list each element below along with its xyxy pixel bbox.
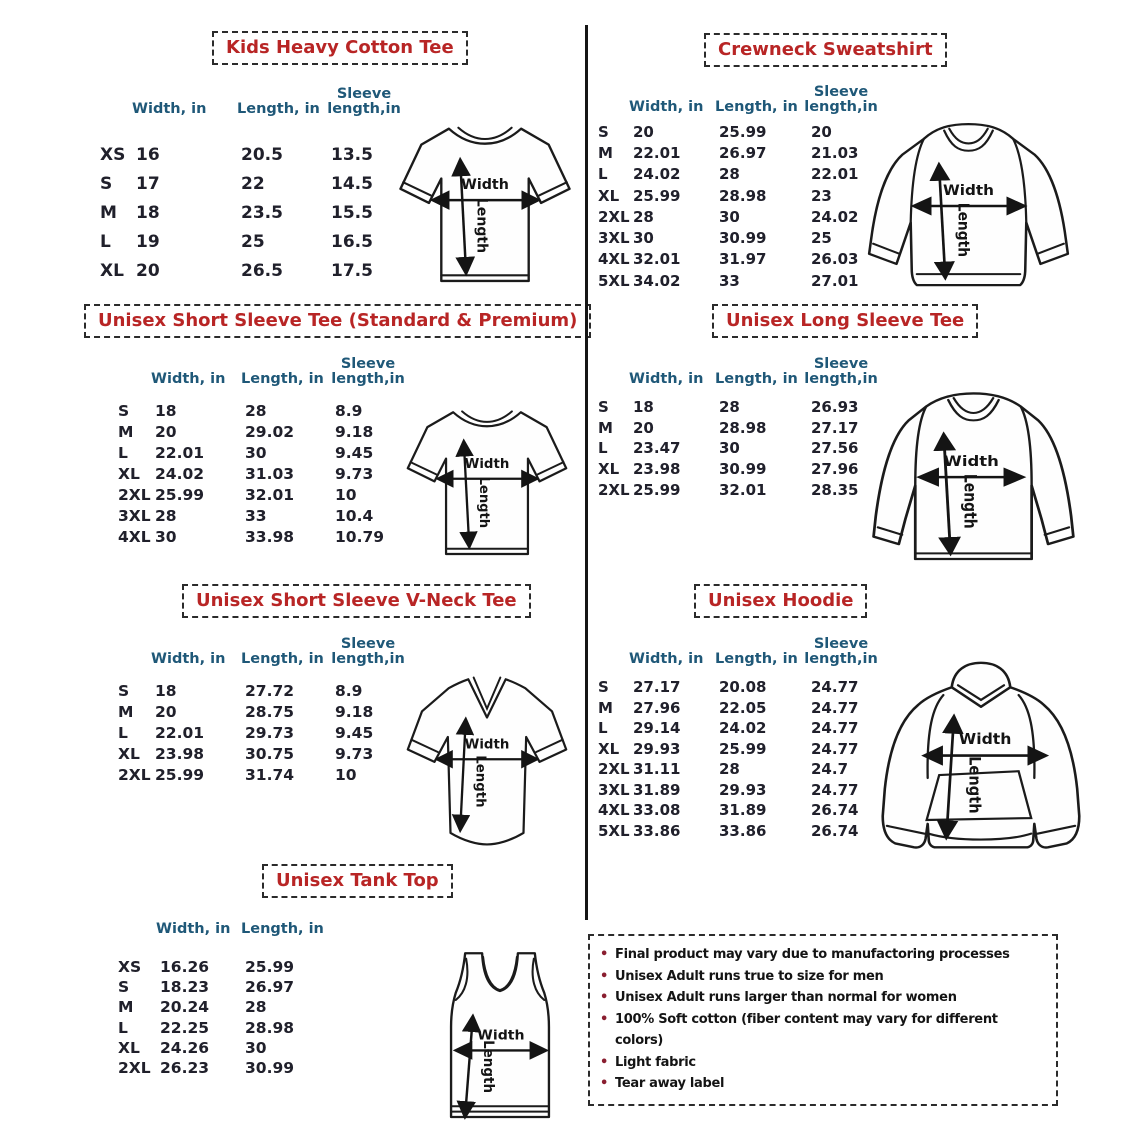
size-row: [598, 227, 891, 248]
cell-width: 24.02: [155, 464, 205, 483]
size-label: S: [118, 978, 130, 997]
cell-width: 18: [136, 202, 160, 223]
size-label: XS: [118, 958, 142, 977]
size-row: [118, 463, 421, 484]
cell-sleeve: 24.77: [811, 698, 859, 717]
cell-length: 31.97: [719, 250, 767, 269]
long-sleeve-tee-illustration: [856, 386, 1092, 572]
column-header: Sleeve length,in: [804, 355, 878, 388]
note-text: 100% Soft cotton (fiber content may vary for different colors): [615, 1011, 998, 1048]
column-header: Sleeve length,in: [804, 83, 878, 116]
cell-width: 25.99: [155, 485, 205, 504]
cell-sleeve: 9.45: [335, 723, 374, 742]
size-label: M: [598, 418, 613, 437]
cell-width: 32.01: [633, 250, 681, 269]
size-row: [118, 442, 421, 463]
note-item: [600, 1009, 1046, 1052]
note-text: Light fabric: [615, 1054, 696, 1070]
cell-width: 20: [633, 122, 654, 141]
vneck-tee-illustration: [398, 666, 576, 848]
size-row: [598, 459, 891, 480]
cell-width: 20: [136, 260, 160, 281]
cell-length: 30.99: [719, 229, 767, 248]
size-label: 4XL: [118, 527, 151, 546]
size-label: XL: [598, 460, 620, 479]
length-arrow-label: Length: [960, 473, 980, 529]
cell-width: 33.86: [633, 821, 681, 840]
cell-width: 20: [155, 702, 177, 721]
size-label: L: [118, 443, 128, 462]
cell-length: 28: [719, 398, 740, 417]
column-header: Width, in: [132, 101, 207, 118]
cell-length: 29.73: [245, 723, 295, 742]
size-label: S: [598, 678, 609, 697]
cell-width: 29.14: [633, 719, 681, 738]
size-row: [118, 680, 421, 701]
table-header-row: [118, 898, 340, 938]
size-table-unisex-long-sleeve-tee: [598, 348, 891, 500]
cell-width: 33.08: [633, 801, 681, 820]
cell-length: 20.5: [241, 144, 283, 165]
cell-width: 30: [155, 527, 177, 546]
section-title-unisex-short-sleeve-tee: Unisex Short Sleeve Tee (Standard & Premium): [84, 304, 591, 338]
cell-width: 19: [136, 231, 160, 252]
cell-length: 33: [245, 506, 267, 525]
size-label: S: [118, 681, 130, 700]
table-header-row: [100, 78, 417, 118]
table-header-row: [598, 76, 891, 116]
size-label: 3XL: [598, 780, 630, 799]
cell-width: 18: [155, 401, 177, 420]
note-text: Tear away label: [615, 1076, 725, 1091]
size-row: [598, 206, 891, 227]
size-label: S: [598, 398, 609, 417]
size-label: L: [598, 165, 608, 184]
size-row: [598, 418, 891, 439]
cell-sleeve: 21.03: [811, 143, 859, 162]
cell-length: 28: [719, 165, 740, 184]
cell-sleeve: 27.96: [811, 460, 859, 479]
bullet-icon: •: [600, 1011, 609, 1027]
column-header: Length, in: [715, 99, 798, 116]
cell-length: 27.72: [245, 681, 295, 700]
size-row: [118, 997, 340, 1017]
size-label: 2XL: [118, 485, 151, 504]
cell-length: 28.98: [719, 418, 767, 437]
width-arrow-label: Width: [461, 176, 509, 193]
size-label: XL: [100, 260, 124, 281]
size-table-unisex-tank-top: [118, 898, 340, 1078]
section-title-unisex-tank-top: Unisex Tank Top: [262, 864, 453, 898]
size-row: [598, 249, 891, 270]
cell-length: 28: [245, 401, 267, 420]
cell-length: 23.5: [241, 202, 283, 223]
cell-length: 28.75: [245, 702, 295, 721]
cell-length: 29.02: [245, 422, 295, 441]
cell-sleeve: 27.17: [811, 418, 859, 437]
cell-width: 20.24: [160, 998, 210, 1017]
size-row: [598, 438, 891, 459]
cell-length: 30.75: [245, 744, 295, 763]
section-title-kids-heavy-cotton-tee: Kids Heavy Cotton Tee: [212, 31, 468, 65]
cell-sleeve: 9.73: [335, 464, 374, 483]
size-row: [118, 400, 421, 421]
column-divider-line: [585, 25, 588, 920]
column-header: Width, in: [151, 371, 226, 388]
size-row: [100, 198, 417, 227]
cell-sleeve: 9.45: [335, 443, 374, 462]
cell-width: 22.01: [633, 143, 681, 162]
cell-width: 23.98: [633, 460, 681, 479]
cell-width: 24.02: [633, 165, 681, 184]
cell-width: 31.89: [633, 780, 681, 799]
cell-length: 28: [245, 998, 267, 1017]
size-row: [598, 270, 891, 291]
cell-width: 26.23: [160, 1059, 210, 1078]
size-row: [598, 759, 891, 780]
cell-sleeve: 25: [811, 229, 832, 248]
column-header: Sleeve length,in: [331, 355, 405, 388]
cell-length: 25: [241, 231, 265, 252]
length-arrow-label: Length: [954, 202, 971, 258]
size-row: [598, 780, 891, 801]
size-row: [598, 800, 891, 821]
cell-sleeve: 10: [335, 765, 357, 784]
size-label: XL: [118, 744, 140, 763]
sweatshirt-illustration: [860, 114, 1078, 298]
cell-length: 33: [719, 271, 740, 290]
size-row: [118, 505, 421, 526]
cell-width: 25.99: [633, 186, 681, 205]
size-row: [598, 142, 891, 163]
cell-length: 32.01: [245, 485, 295, 504]
cell-length: 33.98: [245, 527, 295, 546]
size-label: M: [118, 422, 134, 441]
tank-top-illustration: [420, 946, 580, 1126]
size-label: XL: [118, 1038, 140, 1057]
column-header: Length, in: [241, 371, 324, 388]
size-label: 2XL: [598, 480, 630, 499]
cell-width: 22.25: [160, 1018, 210, 1037]
cell-sleeve: 9.18: [335, 422, 374, 441]
cell-length: 31.03: [245, 464, 295, 483]
column-header: Length, in: [241, 921, 324, 938]
size-label: L: [100, 231, 111, 252]
width-arrow-label: Width: [943, 183, 994, 199]
cell-width: 23.47: [633, 439, 681, 458]
cell-length: 26.5: [241, 260, 283, 281]
cell-sleeve: 8.9: [335, 401, 363, 420]
size-label: L: [118, 1018, 128, 1037]
size-label: L: [118, 723, 128, 742]
bullet-icon: •: [600, 990, 609, 1005]
length-arrow-label: Length: [473, 197, 490, 254]
cell-length: 28.98: [245, 1018, 295, 1037]
cell-sleeve: 10.4: [335, 506, 374, 525]
bullet-icon: •: [600, 968, 609, 984]
length-arrow-label: Length: [965, 756, 984, 814]
column-header: Sleeve length,in: [331, 635, 405, 668]
section-title-crewneck-sweatshirt: Crewneck Sweatshirt: [704, 33, 947, 67]
cell-width: 29.93: [633, 739, 681, 758]
note-item: [600, 966, 1046, 988]
cell-sleeve: 10.79: [335, 527, 385, 546]
cell-length: 26.97: [245, 978, 295, 997]
size-row: [118, 1018, 340, 1038]
size-label: M: [118, 702, 134, 721]
cell-width: 18: [155, 681, 177, 700]
note-text: Final product may vary due to manufactoring processes: [615, 947, 1010, 962]
cell-width: 18.23: [160, 978, 210, 997]
size-row: [118, 743, 421, 764]
column-header: Length, in: [715, 371, 798, 388]
size-label: S: [100, 173, 113, 194]
size-row: [598, 479, 891, 500]
size-label: 2XL: [118, 1059, 151, 1078]
size-row: [100, 140, 417, 169]
size-label: 5XL: [598, 271, 630, 290]
size-label: XL: [598, 186, 620, 205]
hoodie-illustration: [866, 656, 1096, 861]
size-row: [598, 164, 891, 185]
size-row: [118, 526, 421, 547]
bullet-icon: •: [600, 1076, 609, 1091]
bullet-icon: •: [600, 947, 609, 962]
size-row: [598, 698, 891, 719]
cell-width: 20: [633, 418, 654, 437]
size-table-unisex-short-sleeve-tee: [118, 348, 421, 547]
column-header: Sleeve length,in: [804, 635, 878, 668]
size-label: XS: [100, 144, 126, 165]
table-header-row: [118, 348, 421, 388]
cell-sleeve: 24.77: [811, 780, 859, 799]
width-arrow-label: Width: [464, 457, 510, 473]
cell-width: 25.99: [633, 480, 681, 499]
cell-width: 27.17: [633, 678, 681, 697]
size-label: M: [100, 202, 117, 223]
column-header: Width, in: [629, 99, 704, 116]
tshirt-illustration: [398, 393, 576, 568]
section-title-unisex-long-sleeve-tee: Unisex Long Sleeve Tee: [712, 304, 978, 338]
note-item: [600, 1052, 1046, 1074]
cell-length: 30.99: [719, 460, 767, 479]
size-row: [118, 421, 421, 442]
width-arrow-label: Width: [958, 730, 1012, 748]
cell-width: 18: [633, 398, 654, 417]
cell-width: 16.26: [160, 958, 210, 977]
tshirt-illustration: [390, 108, 580, 296]
cell-length: 25.99: [245, 958, 295, 977]
cell-length: 20.08: [719, 678, 767, 697]
size-label: 4XL: [598, 250, 630, 269]
cell-width: 25.99: [155, 765, 205, 784]
column-header: Length, in: [237, 101, 320, 118]
cell-length: 30: [719, 207, 740, 226]
size-table-crewneck-sweatshirt: [598, 76, 891, 291]
cell-length: 30: [245, 443, 267, 462]
size-label: XL: [598, 739, 620, 758]
column-header: Length, in: [241, 651, 324, 668]
cell-length: 30.99: [245, 1059, 295, 1078]
size-row: [598, 739, 891, 760]
cell-length: 28.98: [719, 186, 767, 205]
size-label: 4XL: [598, 801, 630, 820]
cell-length: 31.74: [245, 765, 295, 784]
cell-sleeve: 26.74: [811, 801, 859, 820]
size-label: S: [118, 401, 130, 420]
size-row: [118, 764, 421, 785]
note-item: [600, 1073, 1046, 1095]
size-row: [100, 256, 417, 285]
cell-sleeve: 22.01: [811, 165, 859, 184]
size-label: 3XL: [118, 506, 151, 525]
cell-sleeve: 24.77: [811, 739, 859, 758]
size-label: S: [598, 122, 609, 141]
size-label: L: [598, 439, 608, 458]
size-label: 3XL: [598, 229, 630, 248]
cell-sleeve: 27.01: [811, 271, 859, 290]
size-row: [598, 185, 891, 206]
cell-sleeve: 14.5: [331, 173, 373, 194]
note-item: [600, 987, 1046, 1009]
width-arrow-label: Width: [943, 453, 999, 470]
width-arrow-label: Width: [477, 1027, 525, 1044]
size-label: M: [118, 998, 134, 1017]
size-row: [598, 677, 891, 698]
cell-width: 16: [136, 144, 160, 165]
cell-sleeve: 13.5: [331, 144, 373, 165]
column-header: Width, in: [629, 371, 704, 388]
width-arrow-label: Width: [464, 737, 510, 753]
size-row: [598, 718, 891, 739]
cell-sleeve: 24.77: [811, 719, 859, 738]
size-row: [100, 169, 417, 198]
size-label: M: [598, 698, 613, 717]
section-title-v-neck-tee: Unisex Short Sleeve V-Neck Tee: [182, 584, 531, 618]
cell-length: 22.05: [719, 698, 767, 717]
length-arrow-label: Length: [475, 476, 491, 529]
size-row: [118, 701, 421, 722]
cell-width: 28: [633, 207, 654, 226]
note-item: [600, 944, 1046, 966]
table-header-row: [118, 628, 421, 668]
size-row: [100, 227, 417, 256]
size-row: [118, 1038, 340, 1058]
cell-length: 29.93: [719, 780, 767, 799]
cell-sleeve: 24.77: [811, 678, 859, 697]
table-header-row: [598, 628, 891, 668]
cell-width: 17: [136, 173, 160, 194]
cell-width: 34.02: [633, 271, 681, 290]
size-row: [118, 484, 421, 505]
product-notes-box: [588, 934, 1058, 1106]
cell-width: 20: [155, 422, 177, 441]
cell-sleeve: 10: [335, 485, 357, 504]
size-row: [598, 121, 891, 142]
size-row: [118, 1058, 340, 1078]
bullet-icon: •: [600, 1054, 609, 1070]
column-header: Sleeve length,in: [327, 85, 401, 118]
cell-width: 23.98: [155, 744, 205, 763]
size-table-v-neck-tee: [118, 628, 421, 785]
note-text: Unisex Adult runs larger than normal for women: [615, 990, 957, 1005]
column-header: Width, in: [151, 651, 226, 668]
cell-sleeve: 17.5: [331, 260, 373, 281]
cell-length: 30: [719, 439, 740, 458]
cell-sleeve: 8.9: [335, 681, 363, 700]
cell-sleeve: 26.93: [811, 398, 859, 417]
cell-sleeve: 16.5: [331, 231, 373, 252]
cell-width: 31.11: [633, 760, 681, 779]
cell-width: 22.01: [155, 443, 205, 462]
cell-sleeve: 9.73: [335, 744, 374, 763]
length-arrow-label: Length: [472, 755, 488, 808]
cell-sleeve: 26.03: [811, 250, 859, 269]
size-row: [118, 977, 340, 997]
cell-sleeve: 27.56: [811, 439, 859, 458]
cell-width: 22.01: [155, 723, 205, 742]
length-arrow-label: Length: [479, 1040, 497, 1094]
cell-sleeve: 26.74: [811, 821, 859, 840]
size-label: 2XL: [118, 765, 151, 784]
note-text: Unisex Adult runs true to size for men: [615, 968, 884, 984]
size-label: M: [598, 143, 613, 162]
cell-length: 24.02: [719, 719, 767, 738]
table-header-row: [598, 348, 891, 388]
cell-sleeve: 15.5: [331, 202, 373, 223]
column-header: Width, in: [156, 921, 231, 938]
cell-sleeve: 24.7: [811, 760, 849, 779]
size-row: [118, 957, 340, 977]
size-row: [118, 722, 421, 743]
cell-length: 31.89: [719, 801, 767, 820]
cell-length: 32.01: [719, 480, 767, 499]
cell-sleeve: 28.35: [811, 480, 859, 499]
cell-width: 27.96: [633, 698, 681, 717]
cell-length: 25.99: [719, 122, 767, 141]
cell-length: 28: [719, 760, 740, 779]
cell-sleeve: 24.02: [811, 207, 859, 226]
size-row: [598, 821, 891, 842]
size-table-kids-heavy-cotton-tee: [100, 78, 417, 285]
size-row: [598, 397, 891, 418]
section-title-unisex-hoodie: Unisex Hoodie: [694, 584, 867, 618]
cell-width: 24.26: [160, 1038, 210, 1057]
size-table-unisex-hoodie: [598, 628, 891, 841]
cell-sleeve: 9.18: [335, 702, 374, 721]
cell-length: 30: [245, 1038, 267, 1057]
cell-width: 28: [155, 506, 177, 525]
column-header: Length, in: [715, 651, 798, 668]
cell-sleeve: 23: [811, 186, 832, 205]
size-label: XL: [118, 464, 140, 483]
size-label: 2XL: [598, 760, 630, 779]
cell-width: 30: [633, 229, 654, 248]
cell-length: 25.99: [719, 739, 767, 758]
cell-length: 26.97: [719, 143, 767, 162]
size-label: L: [598, 719, 608, 738]
cell-length: 33.86: [719, 821, 767, 840]
size-label: 5XL: [598, 821, 630, 840]
cell-sleeve: 20: [811, 122, 832, 141]
column-header: Width, in: [629, 651, 704, 668]
cell-length: 22: [241, 173, 265, 194]
size-label: 2XL: [598, 207, 630, 226]
